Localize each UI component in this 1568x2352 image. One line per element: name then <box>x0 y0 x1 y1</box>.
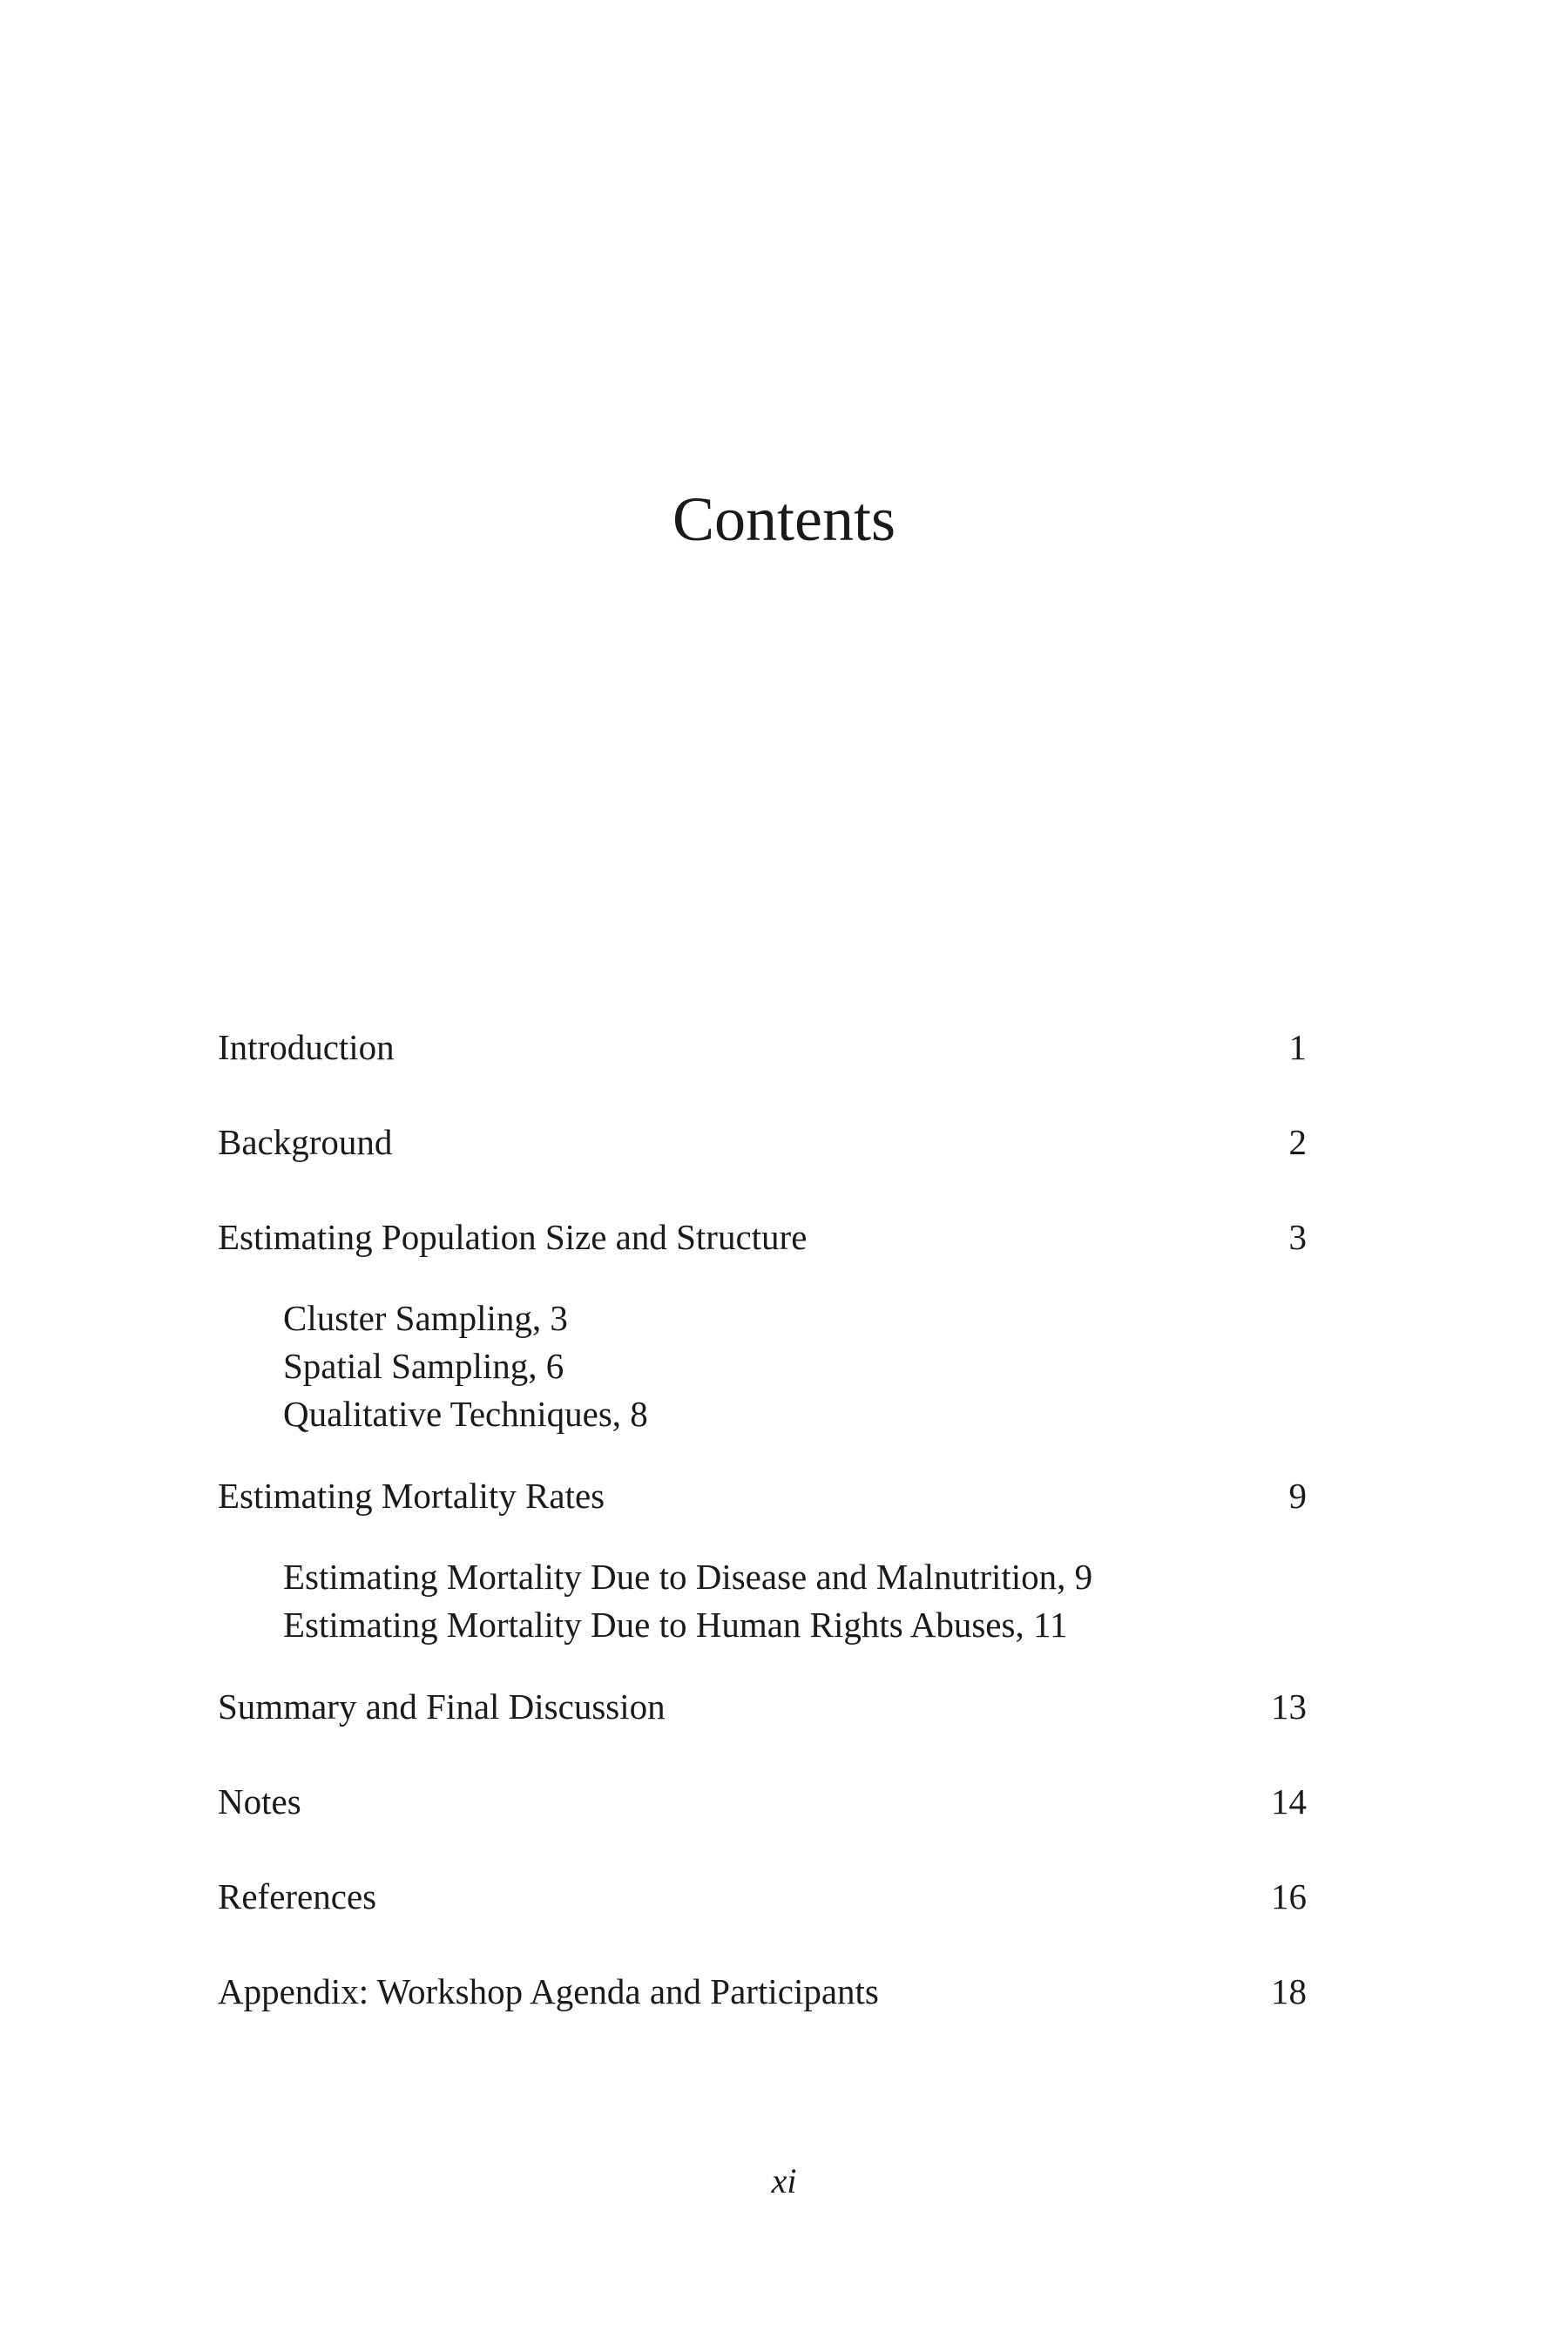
toc-entry-title: Notes <box>218 1781 301 1821</box>
toc-entry-page: 18 <box>1271 1971 1307 2011</box>
toc-entry-appendix[interactable] <box>218 1972 1307 2011</box>
toc-entry-references[interactable] <box>218 1877 1307 1916</box>
toc-sub-item-spatial-sampling[interactable]: Spatial Sampling, 6 <box>283 1346 564 1386</box>
toc-entry-title: Appendix: Workshop Agenda and Participants <box>218 1971 879 2011</box>
toc-entry-page: 16 <box>1271 1876 1307 1916</box>
toc-entry-title: Estimating Population Size and Structure <box>218 1217 808 1257</box>
toc-entry-mortality-rates[interactable] <box>218 1477 1307 1515</box>
toc-entry-title: Summary and Final Discussion <box>218 1686 666 1727</box>
toc-entry-title: Introduction <box>218 1027 395 1067</box>
toc-entry-page: 2 <box>1288 1122 1307 1162</box>
toc-entry-population-size[interactable] <box>218 1218 1307 1256</box>
toc-sub-item-cluster-sampling[interactable]: Cluster Sampling, 3 <box>283 1298 568 1338</box>
toc-sub-list <box>283 1294 1307 1438</box>
toc-sub-list <box>283 1553 1307 1649</box>
toc-sub-item-mortality-human-rights[interactable]: Estimating Mortality Due to Human Rights Abuses, 11 <box>283 1605 1068 1645</box>
toc-entry-introduction[interactable] <box>218 1028 1307 1066</box>
page-title: Contents <box>672 484 896 554</box>
toc-entry-title: References <box>218 1876 377 1916</box>
toc-entry-summary[interactable] <box>218 1687 1307 1726</box>
toc-entry-notes[interactable] <box>218 1782 1307 1821</box>
toc-entry-page: 3 <box>1288 1217 1307 1257</box>
toc-entry-background[interactable] <box>218 1123 1307 1161</box>
toc-entry-page: 13 <box>1271 1686 1307 1727</box>
table-of-contents <box>218 1028 1307 2067</box>
toc-entry-page: 9 <box>1288 1476 1307 1516</box>
toc-entry-title: Background <box>218 1122 393 1162</box>
toc-entry-page: 1 <box>1288 1027 1307 1067</box>
toc-entry-title: Estimating Mortality Rates <box>218 1476 605 1516</box>
toc-sub-item-mortality-disease[interactable]: Estimating Mortality Due to Disease and Malnutrition, 9 <box>283 1557 1093 1597</box>
page-number: xi <box>771 2161 797 2200</box>
toc-sub-item-qualitative-techniques[interactable]: Qualitative Techniques, 8 <box>283 1394 648 1434</box>
toc-entry-page: 14 <box>1271 1781 1307 1821</box>
